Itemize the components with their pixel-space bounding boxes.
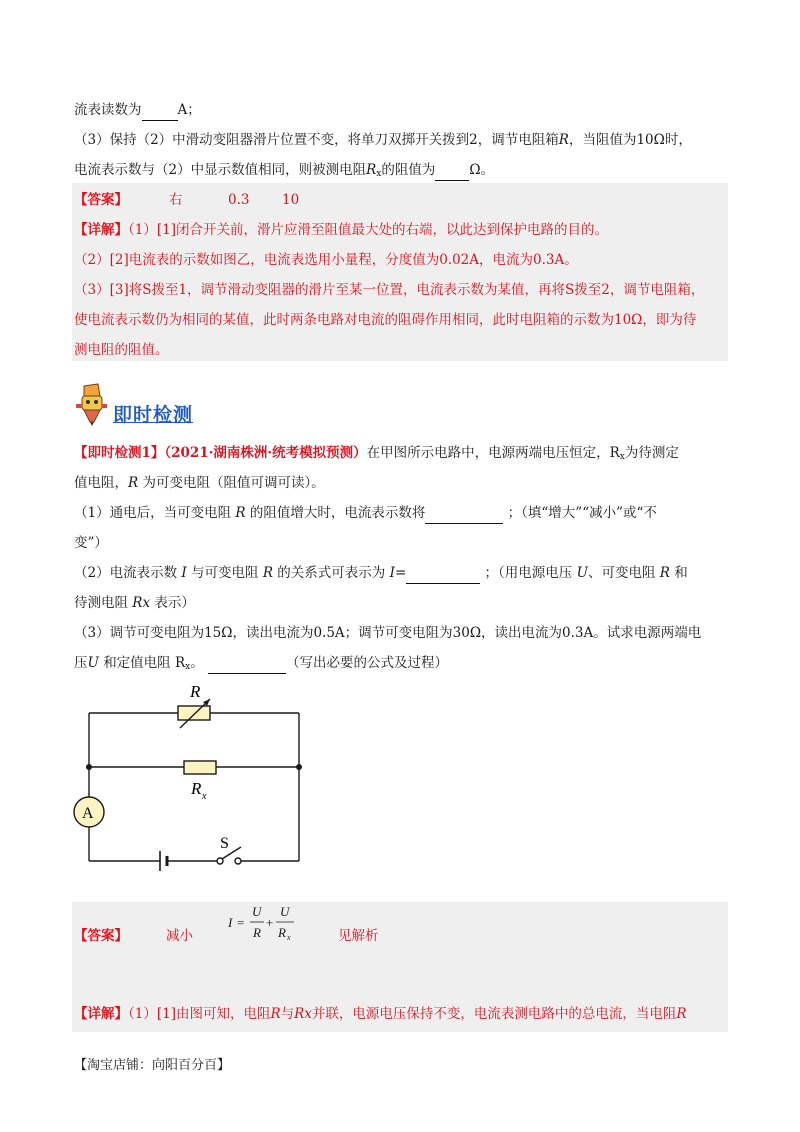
formula-u1: U: [252, 904, 262, 919]
answer-blank[interactable]: [425, 503, 503, 524]
detail-label: 【详解】: [74, 222, 128, 238]
answer-value-3: 见解析: [338, 928, 379, 944]
variable: Rx: [294, 1006, 312, 1022]
subscript: x: [619, 452, 625, 462]
question-3b-line2: [74, 653, 448, 677]
label-rx: R: [191, 779, 202, 798]
detail-line-3c: 测电阻的阻值。: [74, 342, 169, 358]
answer-blank[interactable]: [435, 160, 469, 181]
variable: U: [576, 565, 588, 581]
variable: R: [676, 1006, 687, 1022]
switch-terminal: [235, 858, 241, 864]
answer-label: 【答案】: [74, 928, 128, 944]
question-3-line2: [74, 160, 494, 184]
answer-value-1: 减小: [166, 928, 193, 944]
formula-rx: R: [278, 925, 286, 940]
formula-equals: =: [237, 915, 245, 930]
text: =: [394, 565, 407, 581]
text: ；（填“增大”“减小”或“不: [507, 505, 657, 521]
pencil-mascot-icon: [70, 380, 110, 426]
answer-label: 【答案】: [74, 192, 128, 208]
formula-r: R: [253, 925, 261, 940]
answer-line-1: [74, 190, 300, 210]
answer2-detail-line1: [74, 1004, 687, 1024]
variable: R: [270, 1006, 281, 1022]
question-intro-line2: [74, 473, 325, 493]
section-title: 即时检测: [113, 404, 194, 426]
text: 的阻值增大时，电流表示数将: [249, 505, 426, 521]
formula-i: I: [228, 915, 233, 930]
formula-rx-sub: x: [287, 933, 291, 942]
circuit-diagram: [60, 675, 320, 875]
question-2-line1: [74, 563, 688, 584]
text: 值电阻，: [74, 475, 128, 491]
answer-blank[interactable]: [208, 653, 286, 674]
text: 在甲图所示电路中，电源两端电压恒定，R: [366, 445, 620, 461]
answer-blank[interactable]: [142, 100, 178, 121]
answer-value-2: 0.3: [228, 192, 250, 208]
answer-blank[interactable]: [406, 563, 480, 584]
text: （3）保持（2）中滑动变阻器滑片位置不变，将单刀双掷开关拨到2，调节电阻箱: [74, 132, 559, 148]
detail-text: （1）[1]闭合开关前，滑片应滑至阻值最大处的右端，以此达到保护电路的目的。: [128, 222, 608, 238]
fixed-resistor: [184, 761, 216, 774]
variable: R: [128, 475, 139, 491]
variable-resistor: [178, 706, 210, 720]
text: 并联，电源电压保持不变，电流表测电路中的总电流，当电阻: [311, 1006, 677, 1022]
label-a: A: [82, 805, 94, 822]
variable: I: [389, 565, 395, 581]
text: 与: [280, 1006, 295, 1022]
formula-plus: +: [266, 915, 274, 930]
answer-value-1: 右: [169, 192, 183, 208]
text: 和定值电阻 R: [103, 655, 186, 671]
text: 的阻值为: [381, 162, 436, 178]
label-rx-sub: x: [202, 791, 207, 802]
text: （写出必要的公式及过程）: [286, 655, 449, 671]
detail-line-3a: （3）[3]将S拨至1，调节滑动变阻器的滑片至某一位置，电流表示数为某值，再将S拨至2，调节电阻箱，: [74, 282, 705, 298]
detail-label: 【详解】: [74, 1006, 128, 1022]
answer-value-3: 10: [282, 192, 300, 208]
subscript: x: [376, 169, 382, 179]
variable: R: [366, 162, 377, 178]
text: 为可变电阻（阻值可调可读）。: [138, 475, 325, 491]
answer2-line: [74, 926, 379, 946]
junction-dot: [296, 764, 302, 770]
text: 。: [190, 655, 204, 671]
label-r: R: [190, 682, 201, 701]
variable: R: [558, 132, 569, 148]
text: ；（用电源电压: [484, 565, 573, 581]
variable: Rx: [132, 595, 151, 611]
text: （2）电流表示数: [74, 565, 178, 581]
answer-formula: [226, 903, 306, 943]
text: Ω。: [469, 162, 495, 178]
variable: R: [262, 565, 273, 581]
text: 电流表示数与（2）中显示数值相同，则被测电阻: [74, 162, 367, 178]
question-3b-line1: （3）调节可变电阻为15Ω，读出电流为0.5A；调节可变电阻为30Ω，读出电流为0.3A。试求电源两端电: [74, 625, 702, 641]
question-2-line2: [74, 593, 195, 613]
footer-shop-name: 【淘宝店铺：向阳百分百】: [74, 1058, 231, 1073]
question-1-line1: [74, 503, 657, 524]
text: 表示）: [154, 595, 195, 611]
detail-line-2: （2）[2]电流表的示数如图乙，电流表选用小量程，分度值为0.02A，电流为0.3A。: [74, 252, 578, 268]
text: A；: [177, 102, 201, 118]
detail-line-1: [74, 220, 608, 240]
text: （1）通电后，当可变电阻: [74, 505, 232, 521]
question-line-reading: [74, 100, 201, 121]
formula-u2: U: [280, 904, 290, 919]
text: 待测电阻: [74, 595, 128, 611]
variable: U: [87, 655, 99, 671]
text: 与可变电阻: [191, 565, 259, 581]
text: 的关系式可表示为: [277, 565, 386, 581]
text: 压: [74, 655, 88, 671]
question-intro-line1: [74, 443, 679, 467]
text: （1）[1]由图可知，电阻: [128, 1006, 271, 1022]
question-1-line2: 变”）: [74, 535, 108, 551]
text: 和: [674, 565, 688, 581]
variable: I: [181, 565, 187, 581]
label-s: S: [220, 835, 229, 852]
question-3-line1: [74, 130, 692, 150]
text: 流表读数为: [74, 102, 142, 118]
variable: R: [235, 505, 246, 521]
text: 为待测定: [624, 445, 679, 461]
subscript: x: [185, 662, 191, 672]
question-tag: 【即时检测1】（2021·湖南株洲·统考模拟预测）: [74, 445, 367, 461]
junction-dot: [86, 764, 92, 770]
variable: R: [659, 565, 670, 581]
text: 、可变电阻: [587, 565, 656, 581]
text: ，当阻值为10Ω时，: [568, 132, 692, 148]
detail-line-3b: 使电流表示数仍为相同的某值，此时两条电路对电流的阻碍作用相同，此时电阻箱的示数为10Ω，即为待: [74, 312, 697, 328]
